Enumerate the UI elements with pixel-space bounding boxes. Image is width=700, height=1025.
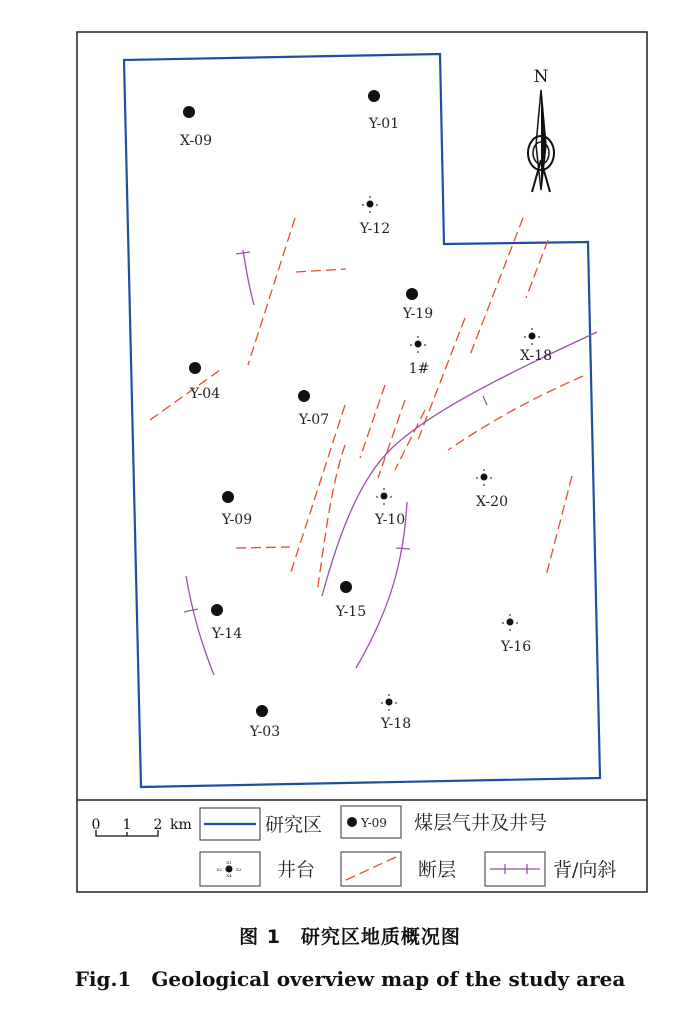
fold-axis xyxy=(322,332,597,596)
well-marker xyxy=(406,288,418,300)
well-label: Y-04 xyxy=(189,386,221,402)
fold-axis-tick xyxy=(396,548,410,549)
svg-text:X2: X2 xyxy=(216,867,222,872)
well-y-10 xyxy=(374,488,405,528)
north-arrow-icon xyxy=(528,67,554,192)
svg-text:X1: X1 xyxy=(226,860,232,865)
map-frame xyxy=(77,32,647,892)
platform-well-dot xyxy=(509,629,511,631)
well-label: 1# xyxy=(408,361,430,377)
platform-well-dot xyxy=(531,328,533,330)
scale-bar xyxy=(92,817,192,836)
figure-caption-en: Fig.1 Geological overview map of the study area xyxy=(74,967,626,991)
scale-unit: km xyxy=(170,817,192,833)
fault-line xyxy=(526,240,548,298)
well-y-18 xyxy=(380,694,411,732)
well-1-platform xyxy=(409,336,430,377)
well-marker xyxy=(189,362,201,374)
platform-well-dot xyxy=(476,477,478,479)
figure-caption-cn: 图 1 研究区地质概况图 xyxy=(239,926,461,948)
well-label: Y-09 xyxy=(221,512,253,528)
well-label: Y-03 xyxy=(249,724,281,740)
fold-axis-tick xyxy=(184,609,198,612)
platform-well-dot xyxy=(369,196,371,198)
fault-line xyxy=(360,385,385,458)
legend-box-fault xyxy=(341,852,401,886)
fold-axis xyxy=(186,576,214,675)
platform-well-dot xyxy=(483,469,485,471)
platform-well-dot xyxy=(424,344,426,346)
platform-well-dot xyxy=(388,694,390,696)
well-label: X-09 xyxy=(179,133,213,149)
folds xyxy=(184,250,597,675)
faults xyxy=(150,218,583,592)
well-marker xyxy=(211,604,223,616)
platform-icon xyxy=(217,860,242,878)
platform-well-dot xyxy=(383,503,385,505)
legend-platform-label: 井台 xyxy=(277,859,316,881)
fault-line xyxy=(470,218,523,355)
north-label: N xyxy=(533,67,549,87)
fold-axis xyxy=(243,250,254,305)
platform-well-dot xyxy=(410,344,412,346)
fault-line xyxy=(248,218,295,365)
well-y-14 xyxy=(211,604,242,642)
platform-well-dot xyxy=(388,709,390,711)
well-x-18 xyxy=(520,328,552,364)
platform-marker xyxy=(507,619,514,626)
platform-marker xyxy=(381,493,388,500)
well-y-19 xyxy=(402,288,433,322)
study-area-boundary xyxy=(124,54,600,787)
platform-well-dot xyxy=(524,336,526,338)
well-marker xyxy=(340,581,352,593)
well-x-09 xyxy=(180,106,212,149)
fault-line xyxy=(296,269,346,272)
platform-well-dot xyxy=(490,477,492,479)
platform-well-dot xyxy=(383,488,385,490)
well-label: Y-10 xyxy=(374,512,406,528)
fault-line xyxy=(236,547,290,548)
platform-well-dot xyxy=(395,702,397,704)
legend xyxy=(77,800,647,886)
well-y-03 xyxy=(249,705,280,740)
well-x-20 xyxy=(476,469,508,510)
legend-fold-label: 背/向斜 xyxy=(553,859,617,881)
legend-study-area-label: 研究区 xyxy=(265,814,323,836)
platform-well-dot xyxy=(369,211,371,213)
well-marker xyxy=(256,705,268,717)
fault-line xyxy=(290,405,345,575)
well-label: X-18 xyxy=(519,348,553,364)
well-y-16 xyxy=(500,614,531,655)
fault-line xyxy=(317,445,345,592)
well-label: Y-19 xyxy=(402,306,434,322)
wells-layer xyxy=(180,90,552,740)
well-y-01 xyxy=(368,90,399,132)
scale-tick-0: 0 xyxy=(91,817,101,833)
well-label: Y-14 xyxy=(211,626,243,642)
fault-line xyxy=(378,400,405,478)
well-label: Y-07 xyxy=(298,412,330,428)
fault-line xyxy=(395,410,425,470)
platform-well-dot xyxy=(538,336,540,338)
well-marker xyxy=(222,491,234,503)
platform-marker xyxy=(481,474,488,481)
svg-text:X4: X4 xyxy=(226,873,232,878)
platform-well-dot xyxy=(381,702,383,704)
scale-tick-2: 2 xyxy=(153,817,163,833)
platform-well-dot xyxy=(509,614,511,616)
platform-well-dot xyxy=(502,622,504,624)
platform-marker xyxy=(415,341,422,348)
well-y-15 xyxy=(335,581,366,620)
platform-well-dot xyxy=(362,204,364,206)
fault-line xyxy=(448,376,583,450)
platform-well-dot xyxy=(390,496,392,498)
legend-fault-label: 断层 xyxy=(418,859,457,881)
well-label: Y-15 xyxy=(335,604,367,620)
platform-well-dot xyxy=(376,204,378,206)
fault-line xyxy=(546,476,572,576)
platform-marker xyxy=(386,699,393,706)
well-label: X-20 xyxy=(475,494,509,510)
well-y-04 xyxy=(189,362,220,402)
platform-marker xyxy=(529,333,536,340)
well-label: Y-18 xyxy=(380,716,412,732)
platform-well-dot xyxy=(516,622,518,624)
svg-text:X3: X3 xyxy=(236,867,242,872)
well-y-07 xyxy=(298,390,329,428)
legend-well-example: Y-09 xyxy=(361,816,387,830)
well-marker xyxy=(298,390,310,402)
platform-marker xyxy=(367,201,374,208)
platform-well-dot xyxy=(376,496,378,498)
well-label: Y-01 xyxy=(368,116,400,132)
legend-coal-gas-well-label: 煤层气井及井号 xyxy=(414,812,548,834)
scale-tick-1: 1 xyxy=(122,817,132,833)
well-marker xyxy=(183,106,195,118)
well-label: Y-16 xyxy=(500,639,532,655)
well-marker xyxy=(368,90,380,102)
platform-well-dot xyxy=(531,343,533,345)
well-y-12 xyxy=(359,196,390,237)
well-y-09 xyxy=(221,491,252,528)
platform-well-dot xyxy=(483,484,485,486)
platform-well-dot xyxy=(417,351,419,353)
fold-axis-tick xyxy=(483,396,487,405)
well-label: Y-12 xyxy=(359,221,391,237)
platform-well-dot xyxy=(417,336,419,338)
